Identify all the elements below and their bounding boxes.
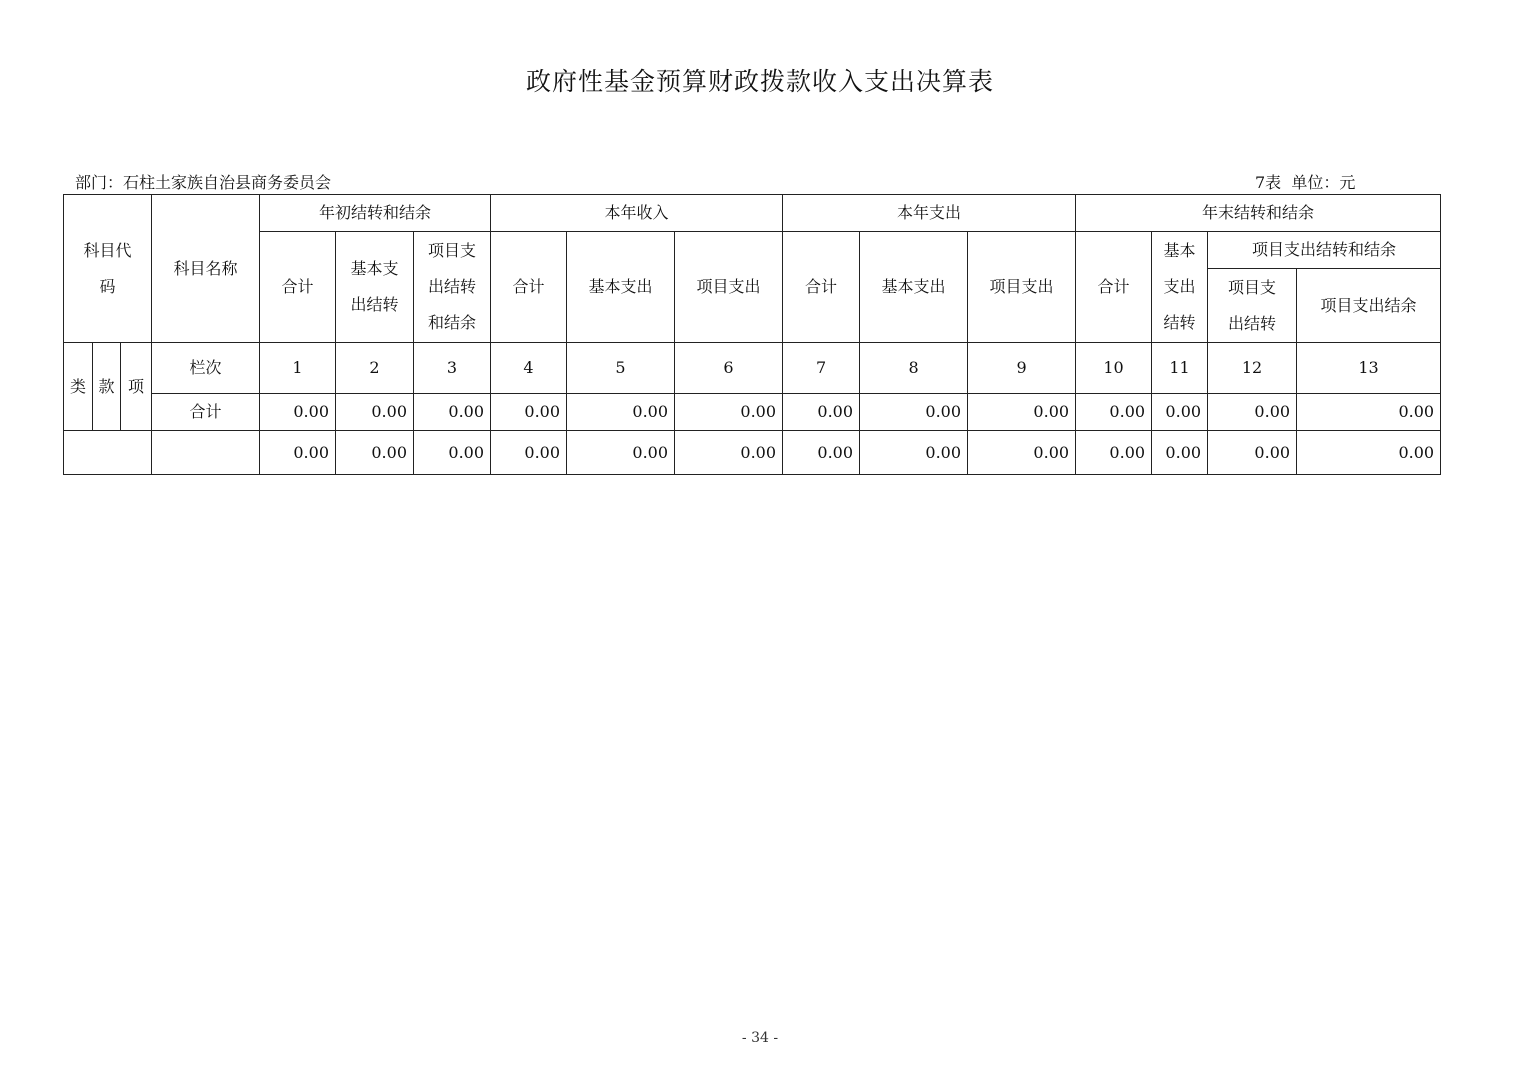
column-index-9: 9 — [968, 343, 1076, 394]
category-lei-header: 类 — [64, 343, 93, 431]
cell-value: 0.00 — [567, 394, 675, 431]
column-index-7: 7 — [783, 343, 860, 394]
expense-total-header: 合计 — [783, 232, 860, 343]
end-balance-group-header: 年末结转和结余 — [1076, 195, 1441, 232]
cell-value: 0.00 — [336, 394, 414, 431]
category-xiang-header: 项 — [121, 343, 152, 431]
end-project-group-header: 项目支出结转和结余 — [1208, 232, 1441, 269]
cell-value: 0.00 — [968, 394, 1076, 431]
cell-value: 0.00 — [860, 394, 968, 431]
department-label: 部门：石柱土家族自治县商务委员会 — [75, 173, 332, 192]
cell-value: 0.00 — [336, 431, 414, 475]
row-name — [152, 431, 260, 475]
column-index-8: 8 — [860, 343, 968, 394]
row-code — [64, 431, 152, 475]
column-index-13: 13 — [1297, 343, 1441, 394]
column-index-6: 6 — [675, 343, 783, 394]
cell-value: 0.00 — [1297, 394, 1441, 431]
cell-value: 0.00 — [491, 431, 567, 475]
column-index-1: 1 — [260, 343, 336, 394]
end-basic-carry-header: 基本 支出 结转 — [1152, 232, 1208, 343]
subject-name-header: 科目名称 — [152, 195, 260, 343]
start-basic-carry-header: 基本支 出结转 — [336, 232, 414, 343]
cell-value: 0.00 — [968, 431, 1076, 475]
column-index-5: 5 — [567, 343, 675, 394]
cell-value: 0.00 — [1208, 394, 1297, 431]
current-income-group-header: 本年收入 — [491, 195, 783, 232]
cell-value: 0.00 — [1297, 431, 1441, 475]
cell-value: 0.00 — [491, 394, 567, 431]
category-kuan-header: 款 — [93, 343, 121, 431]
row-name: 合计 — [152, 394, 260, 431]
cell-value: 0.00 — [414, 431, 491, 475]
cell-value: 0.00 — [675, 431, 783, 475]
start-project-header: 项目支 出结转 和结余 — [414, 232, 491, 343]
report-title: 政府性基金预算财政拨款收入支出决算表 — [525, 67, 994, 96]
column-index-12: 12 — [1208, 343, 1297, 394]
income-project-header: 项目支出 — [675, 232, 783, 343]
page-number: - 34 - — [741, 1030, 779, 1046]
table-number-unit: 7表 单位：元 — [1255, 173, 1356, 192]
expense-basic-header: 基本支出 — [860, 232, 968, 343]
start-total-header: 合计 — [260, 232, 336, 343]
cell-value: 0.00 — [783, 394, 860, 431]
end-total-header: 合计 — [1076, 232, 1152, 343]
table-row — [64, 431, 1441, 475]
column-index-11: 11 — [1152, 343, 1208, 394]
cell-value: 0.00 — [260, 394, 336, 431]
end-project-carry-header: 项目支 出结转 — [1208, 269, 1297, 343]
cell-value: 0.00 — [1152, 431, 1208, 475]
cell-value: 0.00 — [260, 431, 336, 475]
column-index-4: 4 — [491, 343, 567, 394]
cell-value: 0.00 — [783, 431, 860, 475]
cell-value: 0.00 — [1152, 394, 1208, 431]
column-index-label: 栏次 — [152, 343, 260, 394]
current-expense-group-header: 本年支出 — [783, 195, 1076, 232]
expense-project-header: 项目支出 — [968, 232, 1076, 343]
cell-value: 0.00 — [1076, 394, 1152, 431]
cell-value: 0.00 — [567, 431, 675, 475]
cell-value: 0.00 — [1208, 431, 1297, 475]
cell-value: 0.00 — [1076, 431, 1152, 475]
table-row — [64, 394, 1441, 431]
column-index-2: 2 — [336, 343, 414, 394]
income-total-header: 合计 — [491, 232, 567, 343]
start-balance-group-header: 年初结转和结余 — [260, 195, 491, 232]
subject-code-header: 科目代 码 — [64, 195, 152, 343]
cell-value: 0.00 — [675, 394, 783, 431]
cell-value: 0.00 — [414, 394, 491, 431]
cell-value: 0.00 — [860, 431, 968, 475]
column-index-3: 3 — [414, 343, 491, 394]
fund-budget-table — [63, 194, 1441, 475]
end-project-surplus-header: 项目支出结余 — [1297, 269, 1441, 343]
income-basic-header: 基本支出 — [567, 232, 675, 343]
column-index-10: 10 — [1076, 343, 1152, 394]
